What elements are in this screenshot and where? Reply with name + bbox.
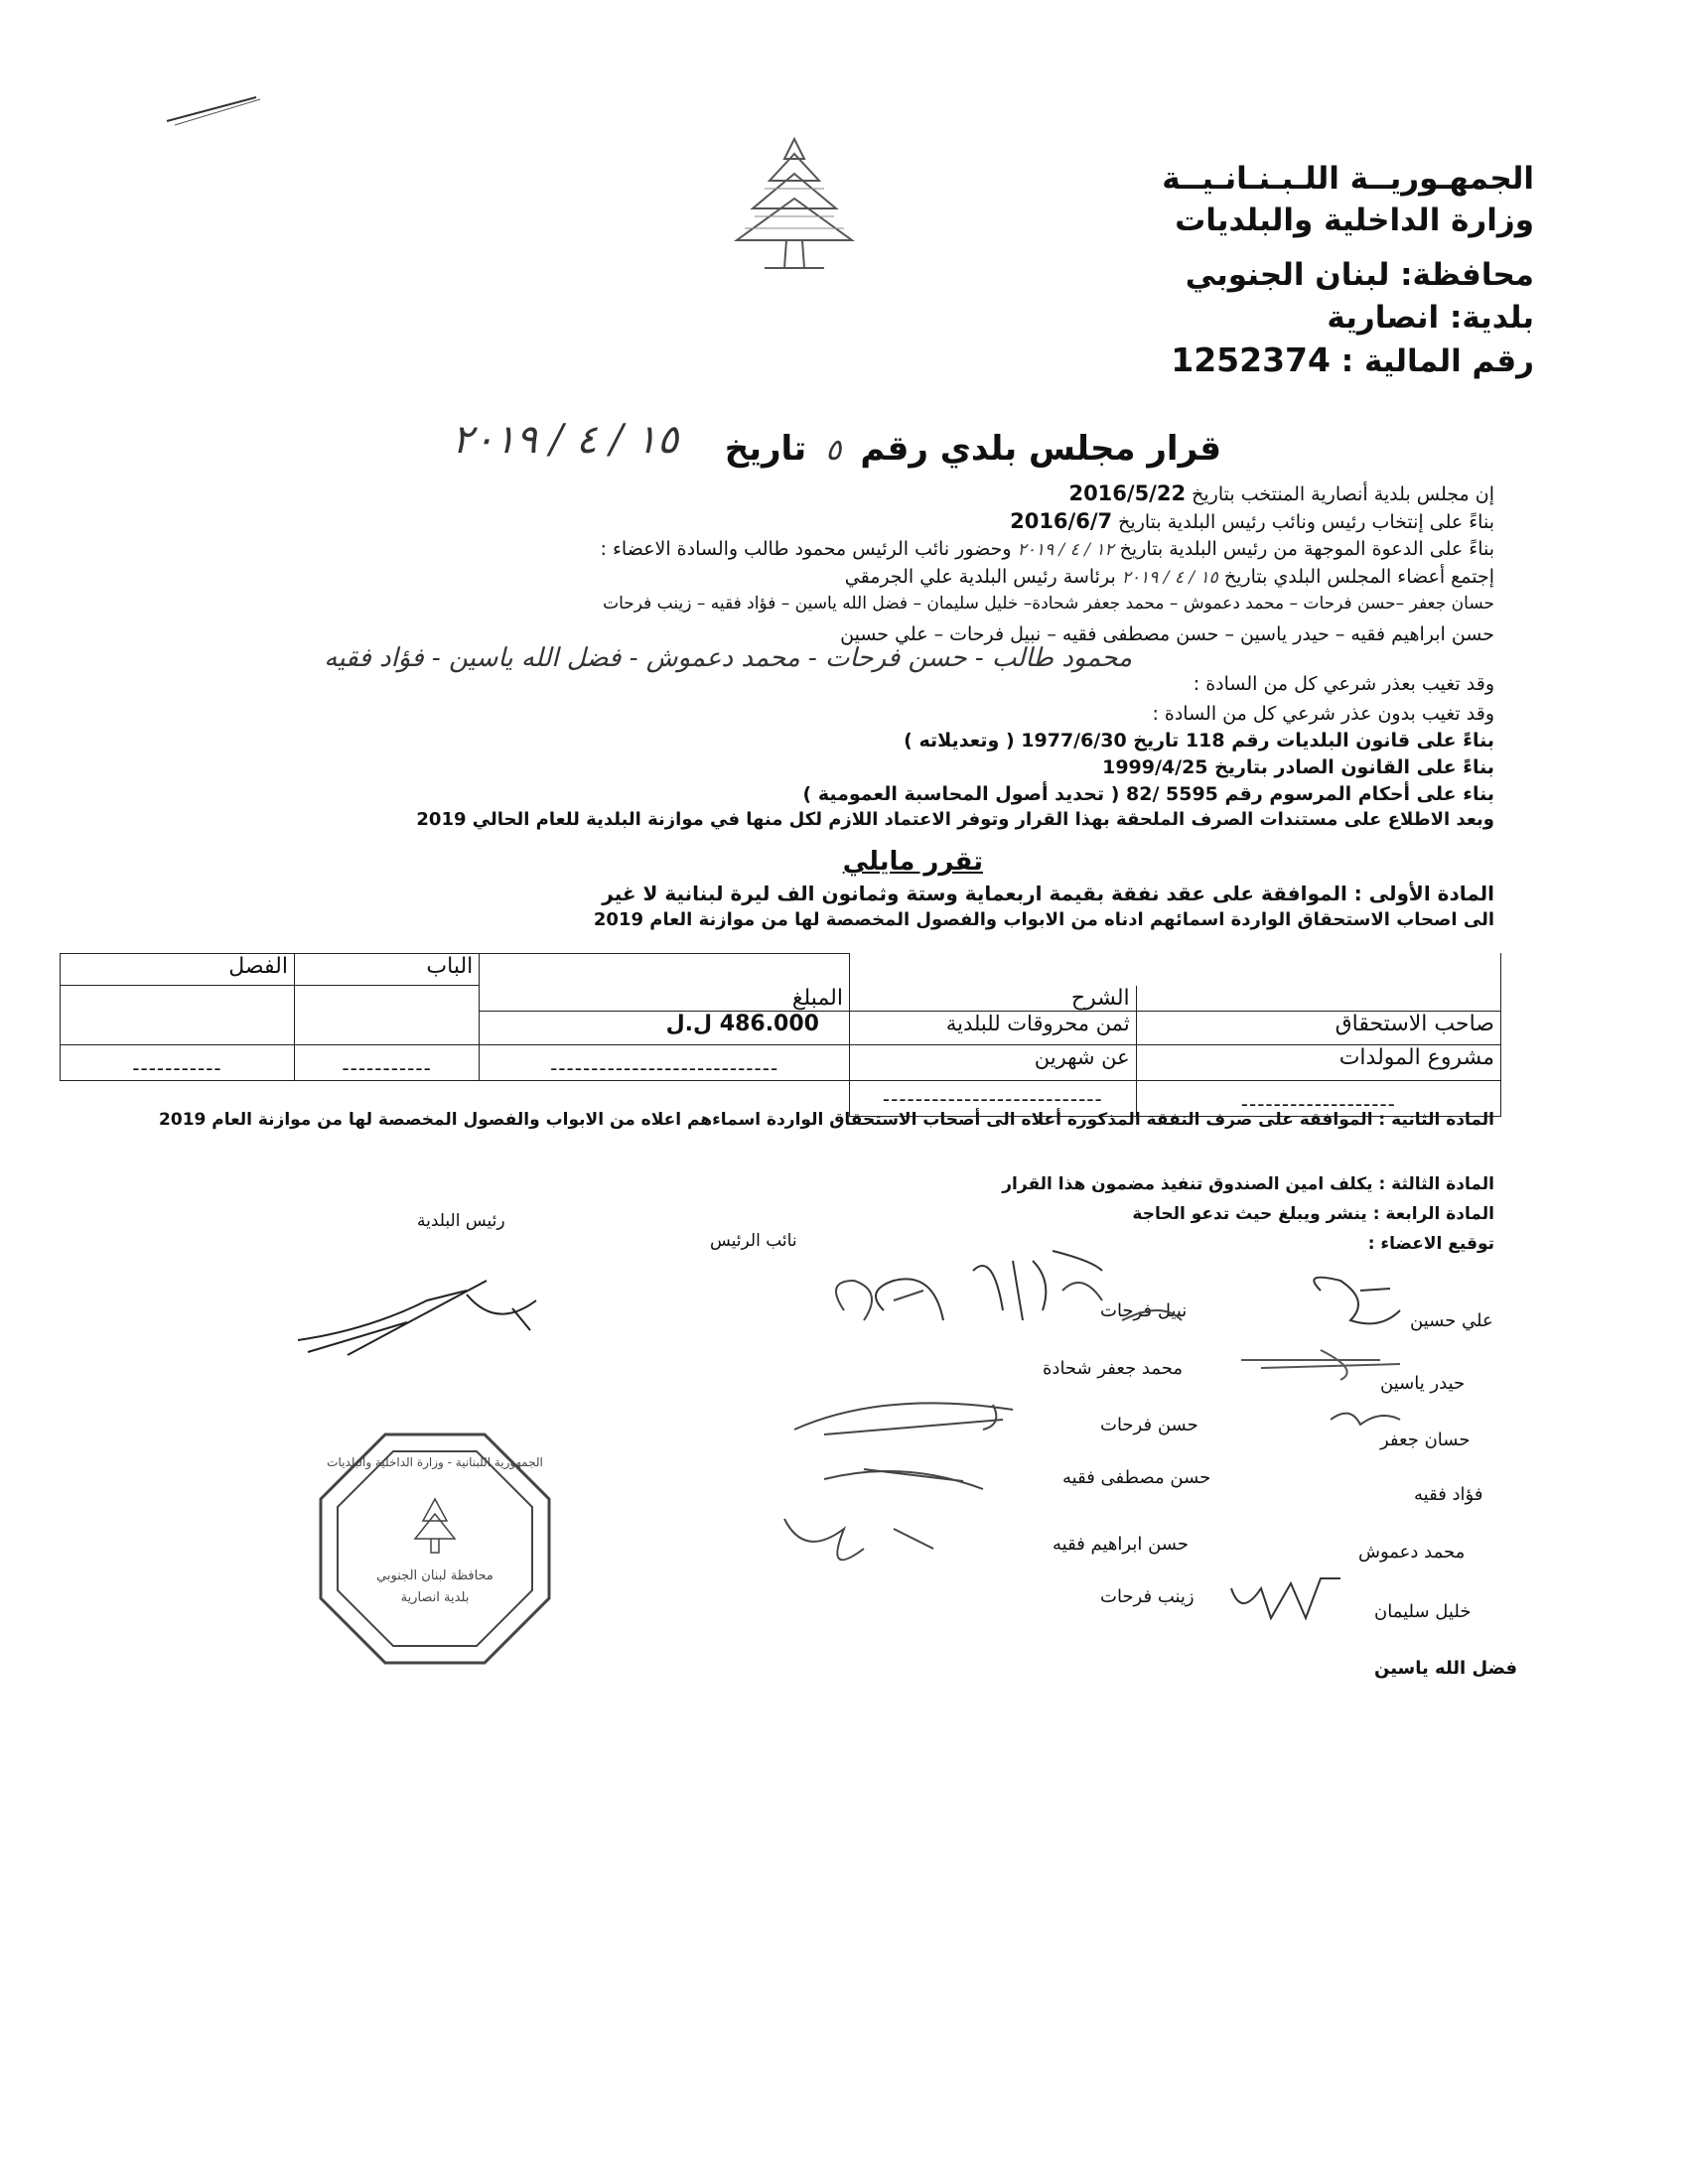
stamp-inner-line1: محافظة لبنان الجنوبي <box>376 1569 493 1583</box>
table-header-amount-top <box>480 954 850 986</box>
preamble-line3-hand: ١٢ / ٤ / ٢٠١٩ <box>1017 540 1114 560</box>
decides-heading: تقرر مايلي <box>842 847 983 877</box>
article1-line2: الى اصحاب الاستحقاق الواردة اسمائهم ادناه من الابواب والفصول المخصصة لها من موازنة العام 2019 <box>593 909 1494 930</box>
fiscal-number-value: 1252374 <box>1171 341 1331 379</box>
table-header-beneficiary: صاحب الاستحقاق <box>1136 1012 1500 1045</box>
law-line1: بناءً على قانون البلديات رقم 118 تاريخ 1977/6/30 ( وتعديلاته ) <box>904 730 1494 751</box>
signature-name-right-2: حيدر ياسين <box>1380 1373 1466 1394</box>
signature-name-left-6: زينب فرحات <box>1100 1586 1195 1607</box>
decree-line: بناء على أحكام المرسوم رقم 5595 /82 ( تحديد أصول المحاسبة العمومية ) <box>802 783 1494 805</box>
table-header-amount: المبلغ <box>480 986 850 1012</box>
table-cell-amount: 486.000 ل.ل <box>480 1012 850 1045</box>
table-header-chapter: الباب <box>294 954 479 986</box>
article4-line: المادة الرابعة : ينشر ويبلغ حيث تدعو الحاجة <box>1132 1204 1494 1224</box>
absent-excused-handwritten: محمود طالب - حسن فرحات - محمد دعموش - فضل الله ياسين - فؤاد فقيه <box>324 643 1132 673</box>
title-handwritten-number: ٥ <box>825 433 842 468</box>
absent-unexcused-line: وقد تغيب بدون عذر شرعي كل من السادة : <box>1152 703 1494 725</box>
preamble-line4-text: إجتمع أعضاء المجلس البلدي بتاريخ <box>1223 566 1494 588</box>
signature-name-left-2: محمد جعفر شحادة <box>1043 1358 1184 1379</box>
table-cell-chapter <box>294 986 479 1045</box>
header-governorate: محافظة: لبنان الجنوبي <box>1185 257 1534 293</box>
table-dash-description: --------------------------- <box>849 1081 1136 1117</box>
table-dash-section: ----------- <box>61 1045 295 1081</box>
table-header-description: الشرح <box>849 986 1136 1012</box>
preamble-line1-date: 2016/5/22 <box>1068 481 1187 505</box>
preamble-line3-rest: وحضور نائب الرئيس محمود طالب والسادة الاعضاء : <box>600 538 1012 560</box>
expense-table <box>60 953 1501 1117</box>
header-ministry: وزارة الداخلية والبلديات <box>1175 203 1534 238</box>
signature-name-left-4: حسن مصطفى فقيه <box>1062 1467 1211 1488</box>
table-dash-amount: ---------------------------- <box>480 1045 850 1081</box>
preamble-line1-text: إن مجلس بلدية أنصارية المنتخب بتاريخ <box>1192 483 1494 505</box>
signatures-label: توقيع الاعضاء : <box>1367 1234 1494 1254</box>
header-municipality: بلدية: انصارية <box>1327 300 1534 336</box>
signature-name-left-3: حسن فرحات <box>1100 1415 1198 1435</box>
preamble-line4 <box>845 568 1494 587</box>
preamble-line1 <box>1068 483 1494 504</box>
preamble-line2-date: 2016/6/7 <box>1010 509 1113 533</box>
stamp-outer-text: الجمهورية اللبنانية - وزارة الداخلية والبلديات <box>327 1455 543 1469</box>
signature-name-left-1: نبيل فرحات <box>1100 1300 1188 1321</box>
preamble-line2-text: بناءً على إنتخاب رئيس ونائب رئيس البلدية بتاريخ <box>1118 511 1494 533</box>
table-cell-beneficiary-spacer <box>1136 986 1500 1012</box>
header-republic: الجمهـوريــة اللـبـنـانـيــة <box>1162 161 1534 197</box>
stamp-inner-line2: بلدية انصارية <box>400 1590 470 1605</box>
signature-name-left-5: حسن ابراهيم فقيه <box>1053 1534 1189 1555</box>
signature-name-right-6: خليل سليمان <box>1374 1601 1472 1622</box>
title-date-label: تاريخ <box>724 429 807 469</box>
table-cell-section <box>61 986 295 1045</box>
law-line2: بناءً على القانون الصادر بتاريخ 1999/4/25 <box>1102 756 1494 778</box>
decision-title <box>725 429 1221 469</box>
table-cell-description-2: عن شهرين <box>849 1045 1136 1081</box>
title-text: قرار مجلس بلدي رقم <box>860 429 1221 469</box>
signature-name-right-3: حسان جعفر <box>1380 1430 1471 1450</box>
president-label: رئيس البلدية <box>417 1211 505 1231</box>
table-cell-beneficiary: مشروع المولدات <box>1136 1045 1500 1081</box>
members-line1: حسان جعفر –حسن فرحات – محمد دعموش – محمد جعفر شحادة– خليل سليمان – فضل الله ياسين – فؤاد فقيه – زينب فرحات <box>603 594 1494 614</box>
table-cell-description-1: ثمن محروقات للبلدية <box>849 1012 1136 1045</box>
fiscal-number-label: رقم المالية : <box>1340 343 1534 379</box>
preamble-line2 <box>1010 511 1494 532</box>
signature-name-right-4: فؤاد فقيه <box>1414 1484 1483 1505</box>
review-line: وبعد الاطلاع على مستندات الصرف الملحقة بهذا القرار وتوفر الاعتماد اللازم لكل منها في موازنة البلدية للعام الحالي 2019 <box>416 809 1494 830</box>
preamble-line4-rest: برئاسة رئيس البلدية علي الجرمقي <box>844 566 1116 588</box>
cedar-emblem-icon <box>725 129 864 278</box>
article1-line1: المادة الأولى : الموافقة على عقد نفقة بقيمة اربعماية وستة وثمانون الف ليرة لبنانية لا غير <box>602 882 1494 905</box>
title-handwritten-date: ١٥ / ٤ / ٢٠١٩ <box>452 417 679 463</box>
table-dash-chapter: ----------- <box>294 1045 479 1081</box>
table-dash-beneficiary: ------------------- <box>1136 1081 1500 1117</box>
signature-name-right-5: محمد دعموش <box>1358 1542 1466 1563</box>
members-line2: حسن ابراهيم فقيه – حيدر ياسين – حسن مصطفى فقيه – نبيل فرحات – علي حسين <box>840 623 1494 645</box>
vice-president-label: نائب الرئيس <box>710 1231 797 1251</box>
table-header-description-top <box>849 954 1136 986</box>
member-signatures <box>765 1261 1658 1678</box>
signature-name-right-7: فضل الله ياسين <box>1374 1658 1518 1679</box>
article2-line: المادة الثانية : الموافقة على صرف النفقة المذكورة أعلاه الى أصحاب الاستحقاق الواردة اسماءهم اعلاه من الابواب والفصول المخصصة لها من موازنة العام 2019 <box>159 1110 1494 1130</box>
official-stamp <box>316 1430 554 1668</box>
preamble-line3 <box>601 540 1494 559</box>
preamble-line4-hand: ١٥ / ٤ / ٢٠١٩ <box>1121 568 1218 588</box>
absent-excused-line: وقد تغيب بعذر شرعي كل من السادة : <box>1193 673 1494 695</box>
president-signature <box>288 1261 546 1370</box>
preamble-line3-text: بناءً على الدعوة الموجهة من رئيس البلدية بتاريخ <box>1119 538 1494 560</box>
table-header-section: الفصل <box>61 954 295 986</box>
header-fiscal-number <box>1171 343 1534 377</box>
signature-name-right-1: علي حسين <box>1410 1310 1493 1331</box>
article3-line: المادة الثالثة : يكلف امين الصندوق تنفيذ مضمون هذا القرار <box>1002 1174 1494 1194</box>
table-header-beneficiary-top <box>1136 954 1500 986</box>
